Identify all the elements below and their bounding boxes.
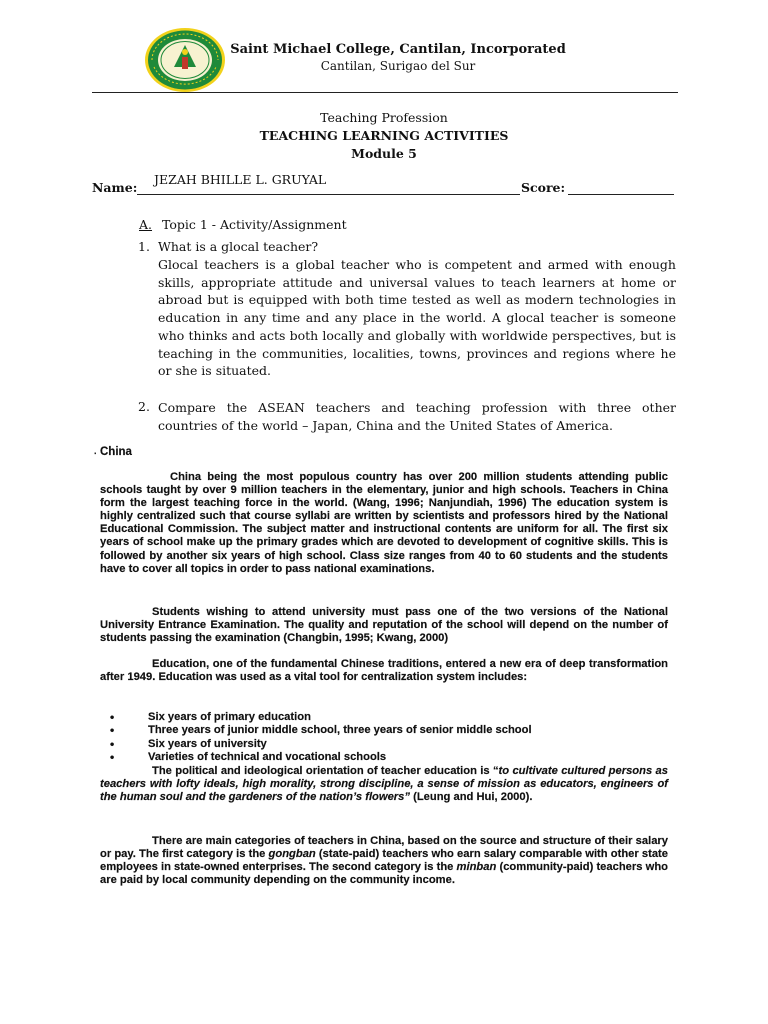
list-item: • Three years of junior middle school, three years of senior middle school	[100, 724, 668, 737]
china-paragraph-5: There are main categories of teachers in China, based on the source and structure of their salary or pay. The first category is the gongban (state-paid) teachers who earn salary comparable with other state employees in state-owned enterprises. The second category is the minban (community-paid) teachers who are paid by local community depending on the community income.	[100, 835, 668, 887]
china-bullet-list	[100, 711, 668, 764]
china-paragraph-3: Education, one of the fundamental Chinese traditions, entered a new era of deep transformation after 1949. Education was used as a vital tool for centralization system includes:	[100, 658, 668, 684]
name-value: JEZAH BHILLE L. GRUYAL	[154, 172, 327, 187]
header-divider	[92, 92, 678, 93]
list-item: • Varieties of technical and vocational schools	[100, 751, 668, 764]
module-title: Module 5	[351, 146, 417, 161]
china-paragraph-2: Students wishing to attend university must pass one of the two versions of the National University Entrance Examination. The quality and reputation of the school will depend on the number of students passing the examination (Changbin, 1995; Kwang, 2000)	[100, 606, 668, 645]
china-paragraph-1: China being the most populous country has over 200 million students attending public schools taught by over 9 million teachers in the elementary, junior and high schools. Teachers in China form the largest teaching force in the world. (Wang, 1996; Nanjundiah, 1996) The education system is highly centralized such that course syllabi are written by scientists and professors hired by the National Educational Commission. The subject matter and instructional contents are uniform for all. The first six years of school make up the primary grades which are devoted to development of cognitive skills. This is followed by another six years of high school. Class size ranges from 40 to 60 students and the students have to cover all topics in order to pass national examinations.	[100, 471, 668, 575]
list-item: • Six years of university	[100, 738, 668, 751]
question-2-number: 2.	[138, 399, 150, 414]
section-dot: .	[94, 446, 97, 456]
score-field-line	[568, 194, 674, 195]
china-heading: China	[100, 446, 132, 458]
question-1-number: 1.	[138, 239, 150, 254]
question-2-text: Compare the ASEAN teachers and teaching profession with three other countries of the world – Japan, China and the United States of America.	[158, 400, 676, 433]
score-label: Score:	[521, 180, 566, 195]
name-field-line	[137, 194, 520, 195]
institution-address: Cantilan, Surigao del Sur	[320, 59, 476, 73]
course-title: Teaching Profession	[320, 110, 448, 125]
section-letter: A.	[139, 217, 153, 232]
activity-title: TEACHING LEARNING ACTIVITIES	[259, 128, 509, 143]
question-1-text: What is a glocal teacher?	[158, 239, 319, 254]
china-paragraph-4: The political and ideological orientation of teacher education is “to cultivate cultured persons as teachers with lofty ideals, high morality, strong discipline, a sense of mission as educators, engineers of the human soul and the gardeners of the nation’s flowers” (Leung and Hui, 2000).	[100, 765, 668, 804]
list-item: • Six years of primary education	[100, 711, 668, 724]
name-label: Name:	[92, 180, 138, 195]
question-1-answer: Glocal teachers is a global teacher who is competent and armed with enough skills, appropriate attitude and universal values to teach learners at home or abroad but is equipped with both time tested as well as modern technologies in education in any time and any place in the world. A glocal teacher is someone who thinks and acts both locally and globally with worldwide perspectives, but is teaching in the communities, localities, towns, provinces and regions where he or she is situated.	[158, 257, 676, 379]
institution-name: Saint Michael College, Cantilan, Incorporated	[230, 42, 566, 57]
section-title: Topic 1 - Activity/Assignment	[162, 217, 347, 232]
